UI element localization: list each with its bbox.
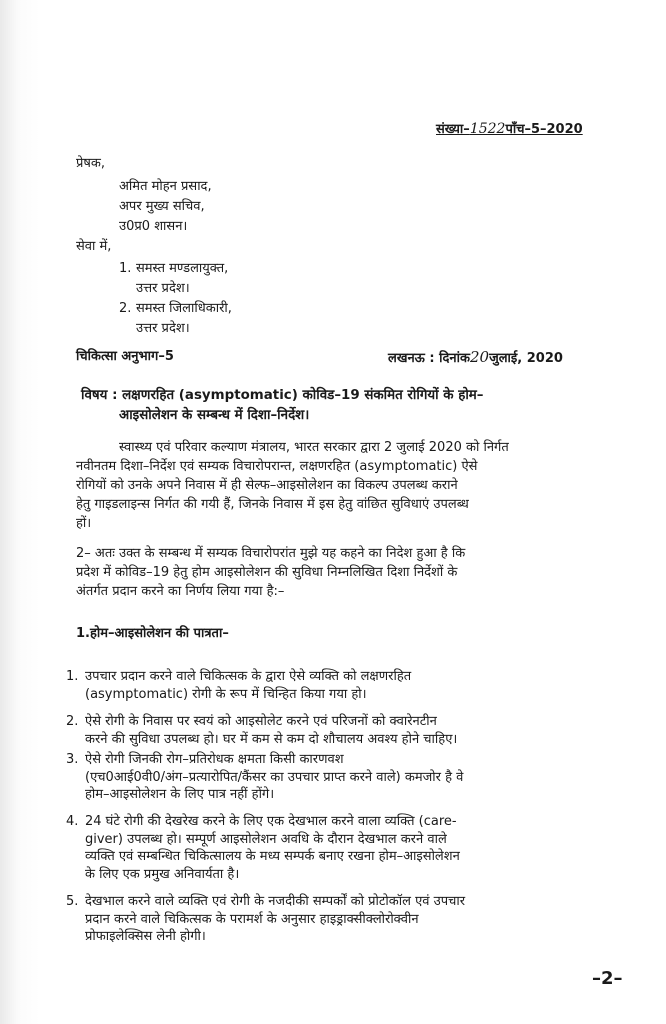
subject-line-1: विषय : लक्षणरहित (asymptomatic) कोविड–19 संकमित रोगियों के होम– xyxy=(81,388,484,403)
recipients-label: सेवा में, xyxy=(76,239,112,254)
eligibility-item-1-line: उपचार प्रदान करने वाले चिकित्सक के द्वारा ऐसे व्यक्ति को लक्षणरहित xyxy=(85,669,412,684)
body-para-1-line-1: स्वास्थ्य एवं परिवार कल्याण मंत्रालय, भारत सरकार द्वारा 2 जुलाई 2020 को निर्गत xyxy=(119,440,509,455)
reference-number-handwritten: 1522 xyxy=(469,121,506,137)
sender-designation: अपर मुख्य सचिव, xyxy=(119,199,205,214)
body-para-1-line-4: हेतु गाइडलाइन्स निर्गत की गयी हैं, जिनके निवास में इस हेतु वांछित सुविधाएं उपलब्ध xyxy=(76,497,469,512)
eligibility-item-2-line: करने की सुविधा उपलब्ध हो। घर में कम से कम दो शौचालय अवश्य होने चाहिए। xyxy=(85,731,458,747)
body-para-1-line-2: नवीनतम दिशा–निर्देश एवं सम्यक विचारोपरान्त, लक्षणरहित (asymptomatic) ऐसे xyxy=(76,459,478,474)
body-para-2-line-2: प्रदेश में कोविड–19 हेतु होम आइसोलेशन की सुविधा निम्नलिखित दिशा निर्देशों के xyxy=(76,565,458,580)
recipient-1-number: 1. xyxy=(119,261,132,276)
department-section: चिकित्सा अनुभाग–5 xyxy=(76,349,174,364)
place-date xyxy=(388,349,563,367)
eligibility-item-1 xyxy=(66,668,615,703)
eligibility-item-4-number: 4. xyxy=(66,814,79,829)
eligibility-item-2-number: 2. xyxy=(66,714,79,729)
eligibility-item-5-number: 5. xyxy=(66,894,79,909)
date-suffix: जुलाई, 2020 xyxy=(489,351,563,366)
body-para-2-line-1: 2– अतः उक्त के सम्बन्ध में सम्यक विचारोपरांत मुझे यह कहने का निदेश हुआ है कि xyxy=(76,546,466,561)
reference-number xyxy=(436,121,583,138)
sender-office: उ0प्र0 शासन। xyxy=(119,219,188,234)
eligibility-item-5-line: प्रदान करने वाले चिकित्सक के परामर्श के अनुसार हाइड्राक्सीक्लोरोक्वीन xyxy=(85,911,419,927)
place-date-prefix: लखनऊ : दिनांक xyxy=(388,351,470,366)
eligibility-item-5-line: प्रोफाइलेक्सिस लेनी होगी। xyxy=(85,929,206,944)
recipient-2-title: समस्त जिलाधिकारी, xyxy=(136,301,232,316)
page-indicator: –2– xyxy=(592,968,623,989)
recipient-2-number: 2. xyxy=(119,301,132,316)
eligibility-item-3-line: (एच0आई0वी0/अंग–प्रत्यारोपित/कैंसर का उपचार प्राप्त करने वाले) कमजोर है वे xyxy=(85,769,464,785)
body-para-1-line-3: रोगियों को उनके अपने निवास में ही सेल्फ–आइसोलेशन का विकल्प उपलब्ध कराने xyxy=(76,478,458,493)
eligibility-item-1-line: (asymptomatic) रोगी के रूप में चिन्हित किया गया हो। xyxy=(85,686,367,702)
subject-line-2: आइसोलेशन के सम्बन्ध में दिशा–निर्देश। xyxy=(119,408,310,423)
eligibility-item-3 xyxy=(66,751,615,804)
reference-prefix: संख्या– xyxy=(436,122,470,137)
eligibility-item-3-number: 3. xyxy=(66,752,79,767)
eligibility-item-3-line: होम–आइसोलेशन के लिए पात्र नहीं होंगे। xyxy=(85,787,275,802)
eligibility-item-4-line: giver) उपलब्ध हो। सम्पूर्ण आइसोलेशन अवधि के दौरान देखभाल करने वाले xyxy=(85,831,447,847)
eligibility-item-5-line: देखभाल करने वाले व्यक्ति एवं रोगी के नजदीकी सम्पर्कों को प्रोटोकॉल एवं उपचार xyxy=(85,894,466,909)
eligibility-item-4 xyxy=(66,813,615,883)
body-para-1-line-5: हों। xyxy=(76,516,92,531)
eligibility-item-2-line: ऐसे रोगी के निवास पर स्वयं को आइसोलेट करने एवं परिजनों को क्वारेनटीन xyxy=(85,714,437,729)
recipient-1-state: उत्तर प्रदेश। xyxy=(136,281,190,296)
recipient-1-title: समस्त मण्डलायुक्त, xyxy=(136,261,229,276)
eligibility-item-4-line: के लिए एक प्रमुख अनिवार्यता है। xyxy=(85,866,240,882)
eligibility-item-2 xyxy=(66,713,615,748)
sender-label: प्रेषक, xyxy=(76,156,106,171)
eligibility-heading: 1.होम–आइसोलेशन की पात्रता– xyxy=(76,626,229,641)
eligibility-item-3-line: ऐसे रोगी जिनकी रोग–प्रतिरोधक क्षमता किसी कारणवश xyxy=(85,752,344,767)
body-para-2-line-3: अंतर्गत प्रदान करने का निर्णय लिया गया है:– xyxy=(76,584,285,599)
eligibility-item-4-line: 24 घंटे रोगी की देखरेख करने के लिए एक देखभाल करने वाला व्यक्ति (care- xyxy=(85,814,457,829)
date-day-handwritten: 20 xyxy=(469,348,490,366)
eligibility-item-1-number: 1. xyxy=(66,669,79,684)
eligibility-item-4-line: व्यक्ति एवं सम्बन्धित चिकित्सालय के मध्य सम्पर्क बनाए रखना होम–आइसोलेशन xyxy=(85,849,460,864)
recipient-2-state: उत्तर प्रदेश। xyxy=(136,321,190,336)
reference-suffix: पाँच–5–2020 xyxy=(505,122,583,137)
sender-name: अमित मोहन प्रसाद, xyxy=(119,179,212,194)
eligibility-item-5 xyxy=(66,893,615,946)
